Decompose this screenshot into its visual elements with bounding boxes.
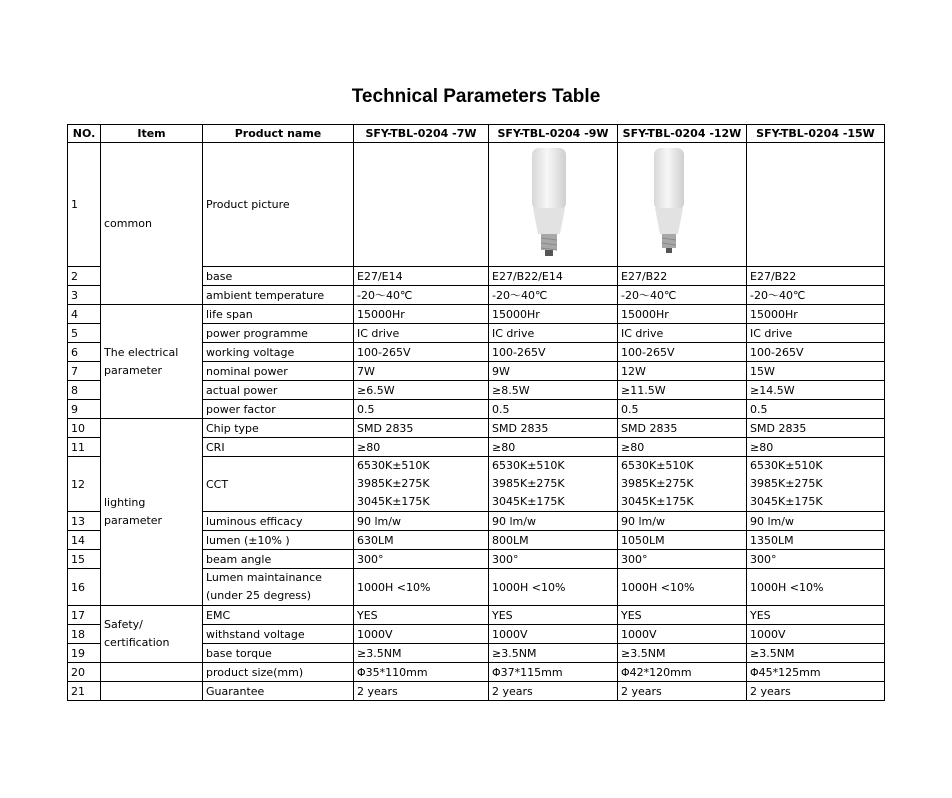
technical-parameters-table (67, 124, 885, 701)
value-9w: ≥8.5W (489, 381, 618, 400)
row-name: beam angle (203, 550, 354, 569)
picture-cell-12w (618, 143, 747, 267)
value-15w: SMD 2835 (747, 419, 885, 438)
row-no: 15 (68, 550, 101, 569)
value-7w: 300° (354, 550, 489, 569)
row-no: 17 (68, 606, 101, 625)
value-12w: 1000H <10% (618, 569, 747, 606)
row-name: base torque (203, 644, 354, 663)
value-7w: Φ35*110mm (354, 663, 489, 682)
row-no: 18 (68, 625, 101, 644)
row-no: 7 (68, 362, 101, 381)
header-item: Item (101, 125, 203, 143)
cct-15w: 6530K±510K 3985K±275K 3045K±175K (747, 457, 885, 512)
table-row (68, 419, 885, 438)
value-15w: 300° (747, 550, 885, 569)
value-12w: 90 lm/w (618, 512, 747, 531)
value-15w: YES (747, 606, 885, 625)
value-7w: 2 years (354, 682, 489, 701)
row-no: 21 (68, 682, 101, 701)
row-name: lumen (±10% ) (203, 531, 354, 550)
table-row (68, 606, 885, 625)
value-12w: 0.5 (618, 400, 747, 419)
value-12w: ≥80 (618, 438, 747, 457)
row-no: 4 (68, 305, 101, 324)
row-name: CRI (203, 438, 354, 457)
header-15w: SFY-TBL-0204 -15W (747, 125, 885, 143)
row-name: EMC (203, 606, 354, 625)
value-7w: 1000V (354, 625, 489, 644)
value-7w: ≥3.5NM (354, 644, 489, 663)
value-15w: 2 years (747, 682, 885, 701)
row-no: 20 (68, 663, 101, 682)
value-12w: -20～40℃ (618, 286, 747, 305)
value-9w: 9W (489, 362, 618, 381)
value-15w: 15000Hr (747, 305, 885, 324)
group-electrical: The electrical parameter (101, 305, 203, 419)
value-9w: 300° (489, 550, 618, 569)
row-no: 12 (68, 457, 101, 512)
value-12w: 12W (618, 362, 747, 381)
row-no: 13 (68, 512, 101, 531)
value-12w: 1050LM (618, 531, 747, 550)
value-9w: 1000V (489, 625, 618, 644)
row-no: 14 (68, 531, 101, 550)
value-15w: E27/B22 (747, 267, 885, 286)
value-12w: ≥3.5NM (618, 644, 747, 663)
value-12w: IC drive (618, 324, 747, 343)
value-9w: 90 lm/w (489, 512, 618, 531)
value-7w: 0.5 (354, 400, 489, 419)
value-12w: 15000Hr (618, 305, 747, 324)
value-15w: -20～40℃ (747, 286, 885, 305)
row-name: ambient temperature (203, 286, 354, 305)
value-9w: ≥3.5NM (489, 644, 618, 663)
value-15w: 1000H <10% (747, 569, 885, 606)
row-name: luminous efficacy (203, 512, 354, 531)
value-7w: 100-265V (354, 343, 489, 362)
row-name: nominal power (203, 362, 354, 381)
value-12w: YES (618, 606, 747, 625)
value-7w: 90 lm/w (354, 512, 489, 531)
header-no: NO. (68, 125, 101, 143)
value-9w: Φ37*115mm (489, 663, 618, 682)
value-12w: Φ42*120mm (618, 663, 747, 682)
value-9w: 15000Hr (489, 305, 618, 324)
cct-12w: 6530K±510K 3985K±275K 3045K±175K (618, 457, 747, 512)
row-name: power programme (203, 324, 354, 343)
value-7w: 15000Hr (354, 305, 489, 324)
row-no: 11 (68, 438, 101, 457)
row-no: 3 (68, 286, 101, 305)
value-12w: 1000V (618, 625, 747, 644)
value-12w: E27/B22 (618, 267, 747, 286)
value-12w: 2 years (618, 682, 747, 701)
value-12w: ≥11.5W (618, 381, 747, 400)
row-name: CCT (203, 457, 354, 512)
group-empty (101, 682, 203, 701)
value-15w: Φ45*125mm (747, 663, 885, 682)
group-lighting: lighting parameter (101, 419, 203, 606)
value-15w: ≥3.5NM (747, 644, 885, 663)
value-15w: ≥80 (747, 438, 885, 457)
led-stick-bulb-e27-icon (529, 148, 569, 260)
row-name: life span (203, 305, 354, 324)
header-9w: SFY-TBL-0204 -9W (489, 125, 618, 143)
cct-9w: 6530K±510K 3985K±275K 3045K±175K (489, 457, 618, 512)
value-9w: 800LM (489, 531, 618, 550)
value-9w: 100-265V (489, 343, 618, 362)
value-9w: YES (489, 606, 618, 625)
row-name: power factor (203, 400, 354, 419)
row-no: 16 (68, 569, 101, 606)
row-no: 5 (68, 324, 101, 343)
row-name: Guarantee (203, 682, 354, 701)
value-9w: 0.5 (489, 400, 618, 419)
value-7w: -20～40℃ (354, 286, 489, 305)
group-safety: Safety/ certification (101, 606, 203, 663)
row-no: 9 (68, 400, 101, 419)
value-7w: 1000H <10% (354, 569, 489, 606)
value-9w: ≥80 (489, 438, 618, 457)
value-12w: SMD 2835 (618, 419, 747, 438)
table-row (68, 143, 885, 267)
value-15w: 90 lm/w (747, 512, 885, 531)
row-name: working voltage (203, 343, 354, 362)
picture-cell-7w (354, 143, 489, 267)
row-name: Chip type (203, 419, 354, 438)
value-9w: 2 years (489, 682, 618, 701)
header-product-name: Product name (203, 125, 354, 143)
table-row (68, 305, 885, 324)
value-15w: IC drive (747, 324, 885, 343)
row-name: base (203, 267, 354, 286)
row-no: 1 (68, 143, 101, 267)
value-15w: 1000V (747, 625, 885, 644)
value-7w: IC drive (354, 324, 489, 343)
value-7w: E27/E14 (354, 267, 489, 286)
value-9w: -20～40℃ (489, 286, 618, 305)
value-7w: ≥80 (354, 438, 489, 457)
value-7w: 7W (354, 362, 489, 381)
value-15w: 100-265V (747, 343, 885, 362)
value-7w: 630LM (354, 531, 489, 550)
value-12w: 300° (618, 550, 747, 569)
value-7w: SMD 2835 (354, 419, 489, 438)
value-9w: E27/B22/E14 (489, 267, 618, 286)
value-15w: 1350LM (747, 531, 885, 550)
table-row (68, 663, 885, 682)
row-name: Product picture (203, 143, 354, 267)
picture-cell-9w (489, 143, 618, 267)
cct-7w: 6530K±510K 3985K±275K 3045K±175K (354, 457, 489, 512)
row-name: withstand voltage (203, 625, 354, 644)
row-no: 8 (68, 381, 101, 400)
value-15w: ≥14.5W (747, 381, 885, 400)
header-7w: SFY-TBL-0204 -7W (354, 125, 489, 143)
row-no: 19 (68, 644, 101, 663)
value-9w: SMD 2835 (489, 419, 618, 438)
value-15w: 0.5 (747, 400, 885, 419)
table-row (68, 682, 885, 701)
row-name: product size(mm) (203, 663, 354, 682)
row-name: actual power (203, 381, 354, 400)
row-name: Lumen maintainance (under 25 degress) (203, 569, 354, 606)
row-no: 10 (68, 419, 101, 438)
row-no: 2 (68, 267, 101, 286)
group-empty (101, 663, 203, 682)
row-no: 6 (68, 343, 101, 362)
value-12w: 100-265V (618, 343, 747, 362)
value-7w: ≥6.5W (354, 381, 489, 400)
page-title: Technical Parameters Table (351, 86, 601, 107)
group-common: common (101, 143, 203, 305)
value-15w: 15W (747, 362, 885, 381)
value-7w: YES (354, 606, 489, 625)
led-stick-bulb-b22-icon (649, 148, 689, 260)
header-row (68, 125, 885, 143)
picture-cell-15w (747, 143, 885, 267)
value-9w: IC drive (489, 324, 618, 343)
header-12w: SFY-TBL-0204 -12W (618, 125, 747, 143)
value-9w: 1000H <10% (489, 569, 618, 606)
